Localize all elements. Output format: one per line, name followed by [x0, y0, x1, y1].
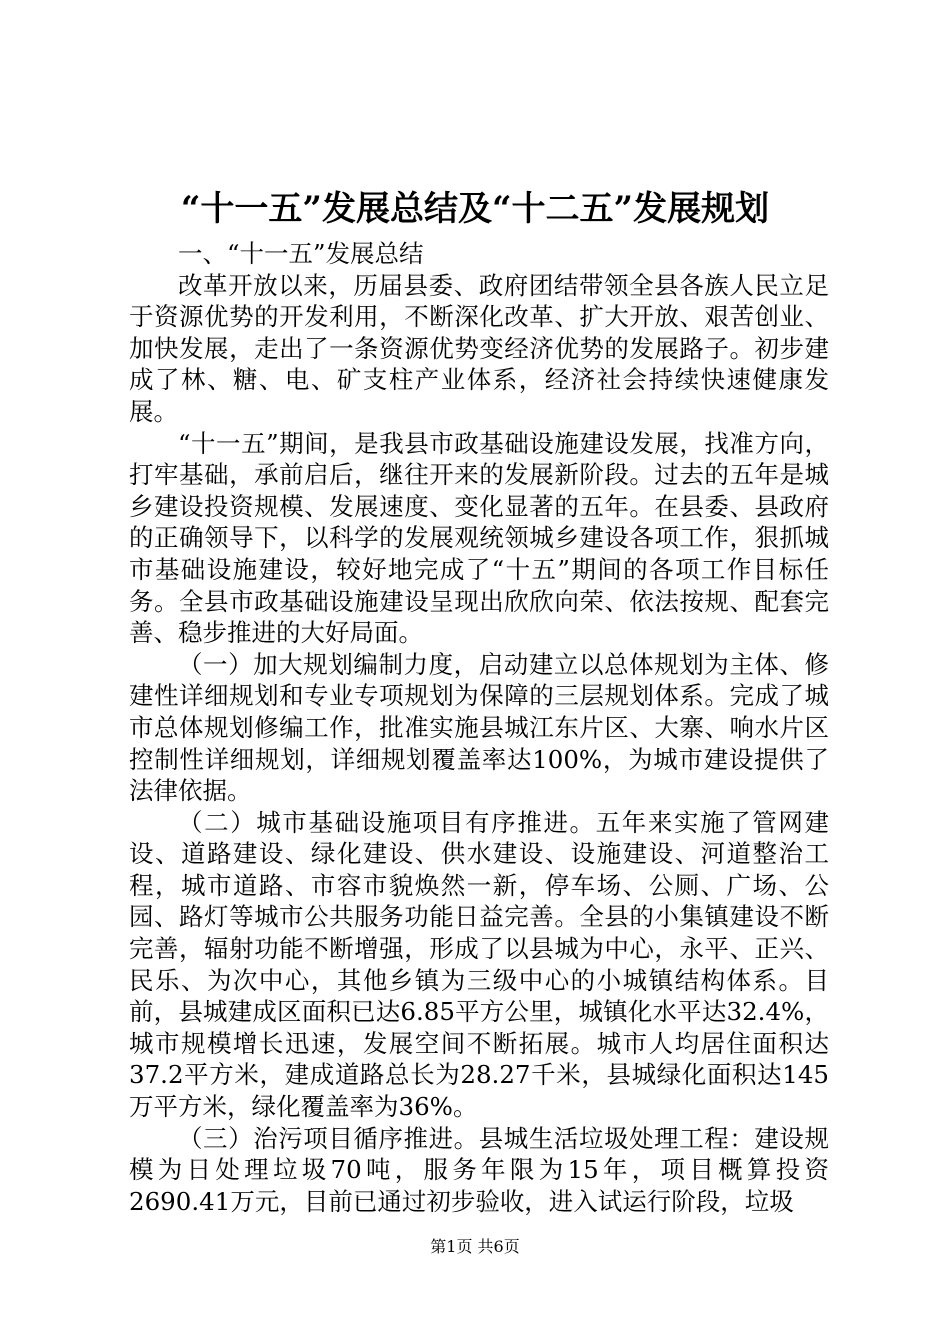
- section-heading: 一、“十一五”发展总结: [178, 239, 424, 268]
- body-paragraph: （二）城市基础设施项目有序推进。五年来实施了管网建设、道路建设、绿化建设、供水建设、设施建设、河道整治工程，城市道路、市容市貌焕然一新，停车场、公厕、广场、公园、路灯等城市公共服务功能日益完善。全县的小集镇建设不断完善，辐射功能不断增强，形成了以县城为中心，永平、正兴、民乐、为次中心，其他乡镇为三级中心的小城镇结构体系。目前，县城建成区面积已达6.85平方公里，城镇化水平达32.4%，城市规模增长迅速，发展空间不断拓展。城市人均居住面积达37.2平方米，建成道路总长为28.27千米，县城绿化面积达145万平方米，绿化覆盖率为36%。: [129, 807, 829, 1122]
- document-body: [129, 238, 829, 1217]
- body-paragraph: “十一五”期间，是我县市政基础设施建设发展，找准方向，打牢基础，承前启后，继往开来的发展新阶段。过去的五年是城乡建设投资规模、发展速度、变化显著的五年。在县委、县政府的正确领导下，以科学的发展观统领城乡建设各项工作，狠抓城市基础设施建设，较好地完成了“十五”期间的各项工作目标任务。全县市政基础设施建设呈现出欣欣向荣、依法按规、配套完善、稳步推进的大好局面。: [129, 428, 829, 648]
- body-paragraph: 改革开放以来，历届县委、政府团结带领全县各族人民立足于资源优势的开发利用，不断深化改革、扩大开放、艰苦创业、加快发展，走出了一条资源优势变经济优势的发展路子。初步建成了林、糖、电、矿支柱产业体系，经济社会持续快速健康发展。: [129, 270, 829, 426]
- document-title: “十一五”发展总结及“十二五”发展规划: [180, 189, 770, 229]
- page-footer: 第1页 共6页: [430, 1237, 520, 1256]
- body-paragraph: （三）治污项目循序推进。县城生活垃圾处理工程：建设规模为日处理垃圾70吨，服务年限为15年，项目概算投资2690.41万元，目前已通过初步验收，进入试运行阶段，垃圾: [129, 1123, 829, 1216]
- body-paragraph: （一）加大规划编制力度，启动建立以总体规划为主体、修建性详细规划和专业专项规划为保障的三层规划体系。完成了城市总体规划修编工作，批准实施县城江东片区、大寨、响水片区控制性详细规划，详细规划覆盖率达100%，为城市建设提供了法律依据。: [129, 649, 829, 806]
